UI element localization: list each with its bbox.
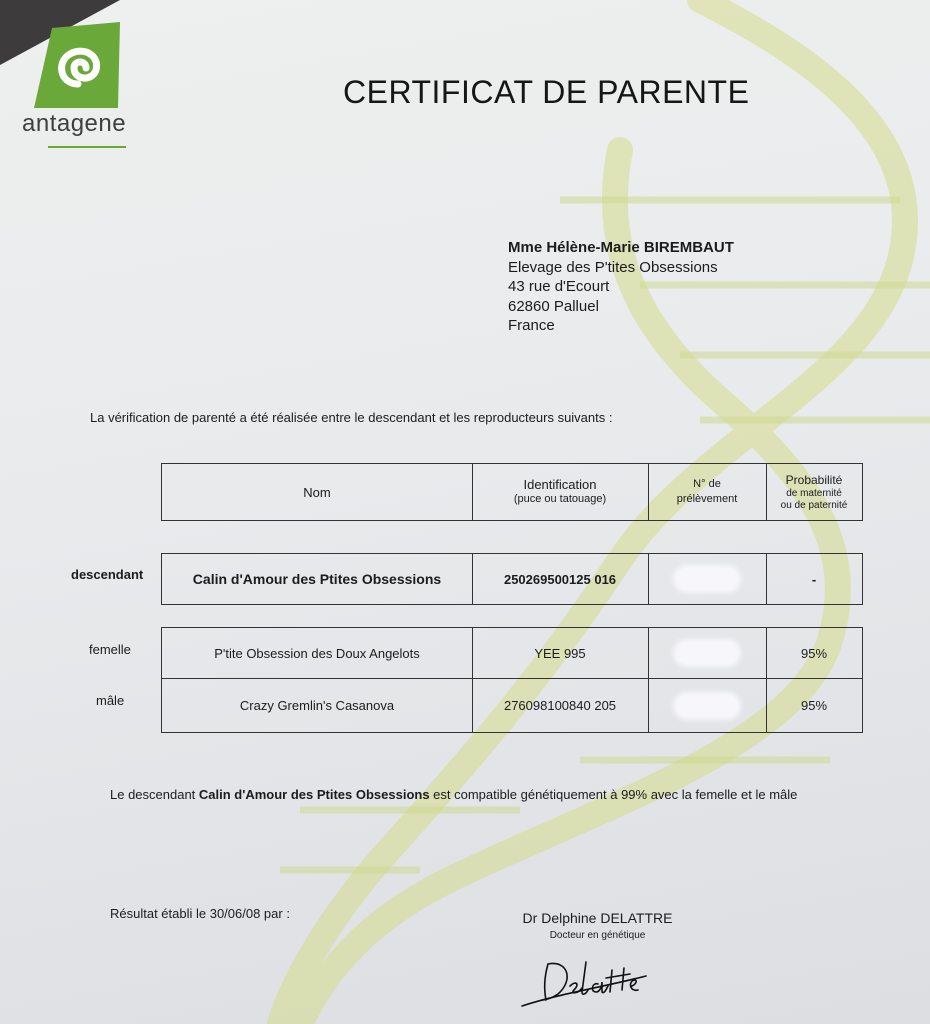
address-line-2: 43 rue d'Ecourt [508, 278, 610, 295]
logo-underline [48, 146, 126, 148]
table-row [162, 679, 862, 732]
company-logo [22, 22, 142, 152]
row-label-femelle: femelle [89, 642, 131, 657]
table-row [162, 628, 862, 678]
male-name: Crazy Gremlin's Casanova [162, 679, 473, 732]
descendant-id: 250269500125 016 [472, 554, 649, 604]
doctor-name: Dr Delphine DELATTRE [522, 910, 673, 926]
row-label-male: mâle [96, 693, 125, 708]
redaction-mark [676, 568, 738, 590]
table-row-descendant [161, 553, 863, 605]
male-id: 276098100840 205 [472, 679, 649, 732]
spiral-logo-icon [34, 22, 124, 112]
male-probability: 95% [800, 698, 828, 713]
row-label-descendant: descendant [71, 567, 144, 582]
male-sample-redacted [648, 679, 767, 732]
redaction-mark [676, 642, 738, 664]
intro-text: La vérification de parenté a été réalisée entre le descendant et les reproducteurs suivants : [90, 410, 613, 425]
conclusion-text: Le descendant Calin d'Amour des Ptites Obsessions est compatible génétiquement à 99% avec la femelle et le mâle [110, 787, 798, 802]
header-nom: Nom [162, 464, 473, 520]
femelle-sample-redacted [648, 628, 767, 678]
femelle-probability: 95% [800, 645, 828, 661]
doctor-role: Docteur en génétique [549, 930, 646, 941]
doctor-block [470, 910, 725, 941]
femelle-id: YEE 995 [472, 628, 649, 678]
header-probabilite: Probabilité de maternité ou de paternité [780, 472, 848, 511]
femelle-name: P'tite Obsession des Doux Angelots [162, 628, 473, 678]
recipient-name: Mme Hélène-Marie BIREMBAUT [508, 239, 734, 256]
address-line-3: 62860 Palluel [508, 297, 599, 315]
address-line-4: France [508, 317, 555, 334]
signature-image [518, 950, 658, 1012]
logo-text: antagene [22, 110, 127, 137]
header-prelevement: N° de prélèvement [648, 464, 767, 520]
result-date: Résultat établi le 30/06/08 par : [110, 906, 290, 921]
table-parents [161, 627, 863, 733]
certificate-title: CERTIFICAT DE PARENTE [343, 74, 750, 110]
descendant-sample-redacted [648, 554, 767, 604]
conclusion-descendant-name: Calin d'Amour des Ptites Obsessions [198, 787, 430, 802]
header-identification: Identification (puce ou tatouage) [472, 464, 649, 520]
redaction-mark [676, 695, 738, 717]
recipient-address [508, 238, 734, 336]
descendant-name: Calin d'Amour des Ptites Obsessions [162, 554, 473, 604]
table-header [161, 463, 863, 521]
descendant-probability: - [811, 571, 817, 587]
address-line-1: Elevage des P'tites Obsessions [508, 258, 718, 276]
